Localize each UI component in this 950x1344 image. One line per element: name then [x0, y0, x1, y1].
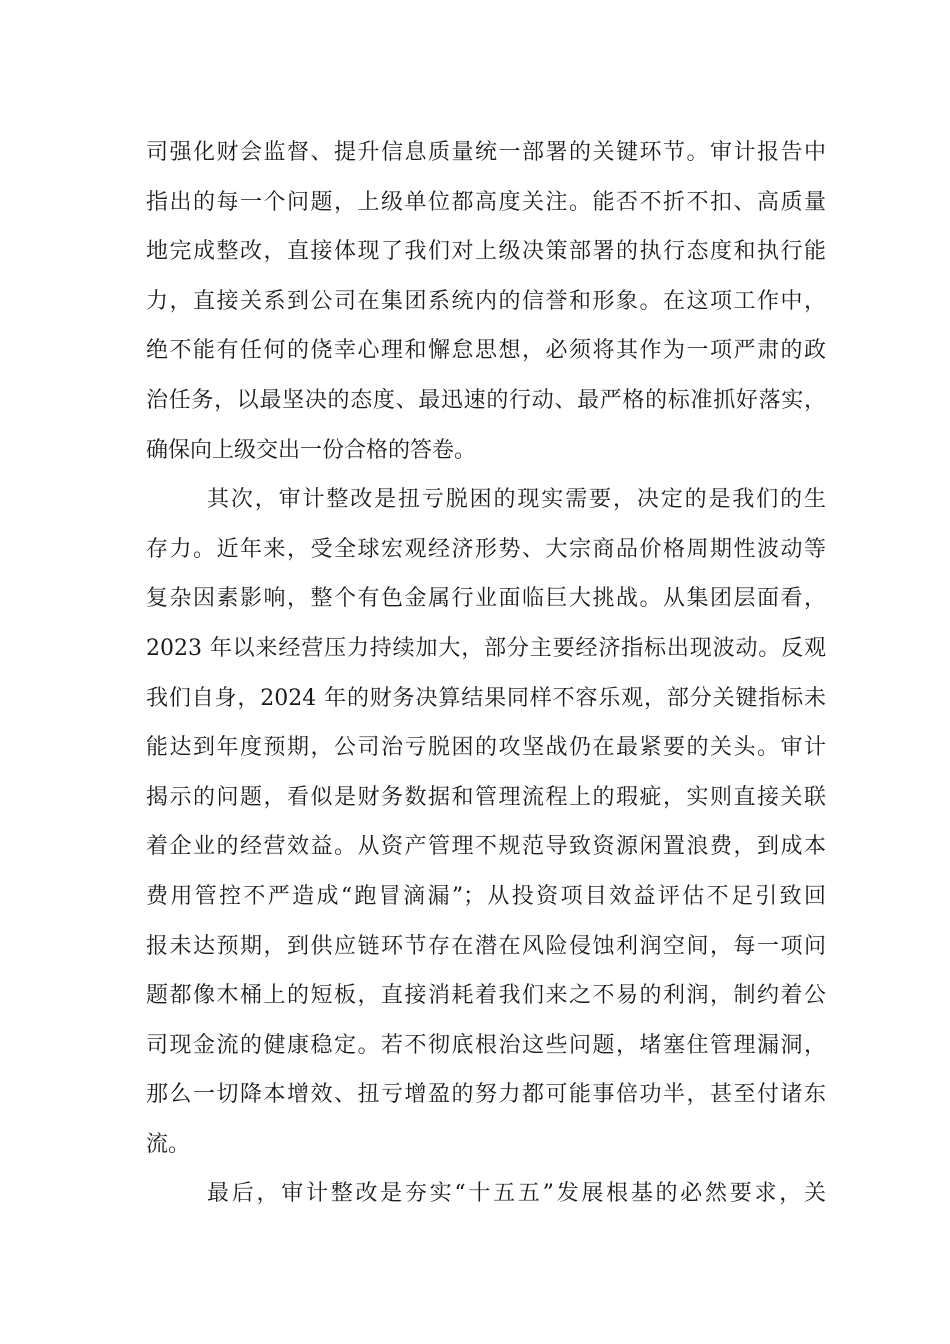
text-line: 那么一切降本增效、扭亏增盈的努力都可能事倍功半，甚至付诸东	[146, 1082, 826, 1108]
text-line: 确保向上级交出一份合格的答卷。	[146, 437, 477, 463]
text-line: 报未达预期，到供应链环节存在潜在风险侵蚀利润空间，每一项问	[146, 933, 826, 959]
body-text	[146, 128, 826, 1219]
text-line: 2023 年以来经营压力持续加大，部分主要经济指标出现波动。反观	[146, 635, 826, 661]
text-line: 最后，审计整改是夯实“十五五”发展根基的必然要求，关	[207, 1181, 826, 1207]
text-line: 其次，审计整改是扭亏脱困的现实需要，决定的是我们的生	[207, 487, 826, 513]
text-line: 流。	[146, 1131, 191, 1157]
text-line: 治任务，以最坚决的态度、最迅速的行动、最严格的标准抓好落实，	[146, 387, 826, 413]
text-line: 复杂因素影响，整个有色金属行业面临巨大挑战。从集团层面看，	[146, 586, 826, 612]
text-line: 绝不能有任何的侥幸心理和懈怠思想，必须将其作为一项严肃的政	[146, 338, 826, 364]
text-line: 司现金流的健康稳定。若不彻底根治这些问题，堵塞住管理漏洞，	[146, 1032, 826, 1058]
text-line: 题都像木桶上的短板，直接消耗着我们来之不易的利润，制约着公	[146, 983, 826, 1009]
text-line: 力，直接关系到公司在集团系统内的信誉和形象。在这项工作中，	[146, 288, 826, 314]
text-line: 揭示的问题，看似是财务数据和管理流程上的瑕疵，实则直接关联	[146, 784, 826, 810]
text-line: 地完成整改，直接体现了我们对上级决策部署的执行态度和执行能	[146, 239, 826, 265]
text-line: 指出的每一个问题，上级单位都高度关注。能否不折不扣、高质量	[146, 189, 826, 215]
text-line: 着企业的经营效益。从资产管理不规范导致资源闲置浪费，到成本	[146, 834, 826, 860]
text-line: 费用管控不严造成“跑冒滴漏”；从投资项目效益评估不足引致回	[146, 883, 826, 909]
text-line: 我们自身，2024 年的财务决算结果同样不容乐观，部分关键指标未	[146, 685, 826, 711]
text-line: 司强化财会监督、提升信息质量统一部署的关键环节。审计报告中	[146, 140, 826, 165]
text-line: 存力。近年来，受全球宏观经济形势、大宗商品价格周期性波动等	[146, 536, 826, 562]
text-line: 能达到年度预期，公司治亏脱困的攻坚战仍在最紧要的关头。审计	[146, 735, 826, 761]
